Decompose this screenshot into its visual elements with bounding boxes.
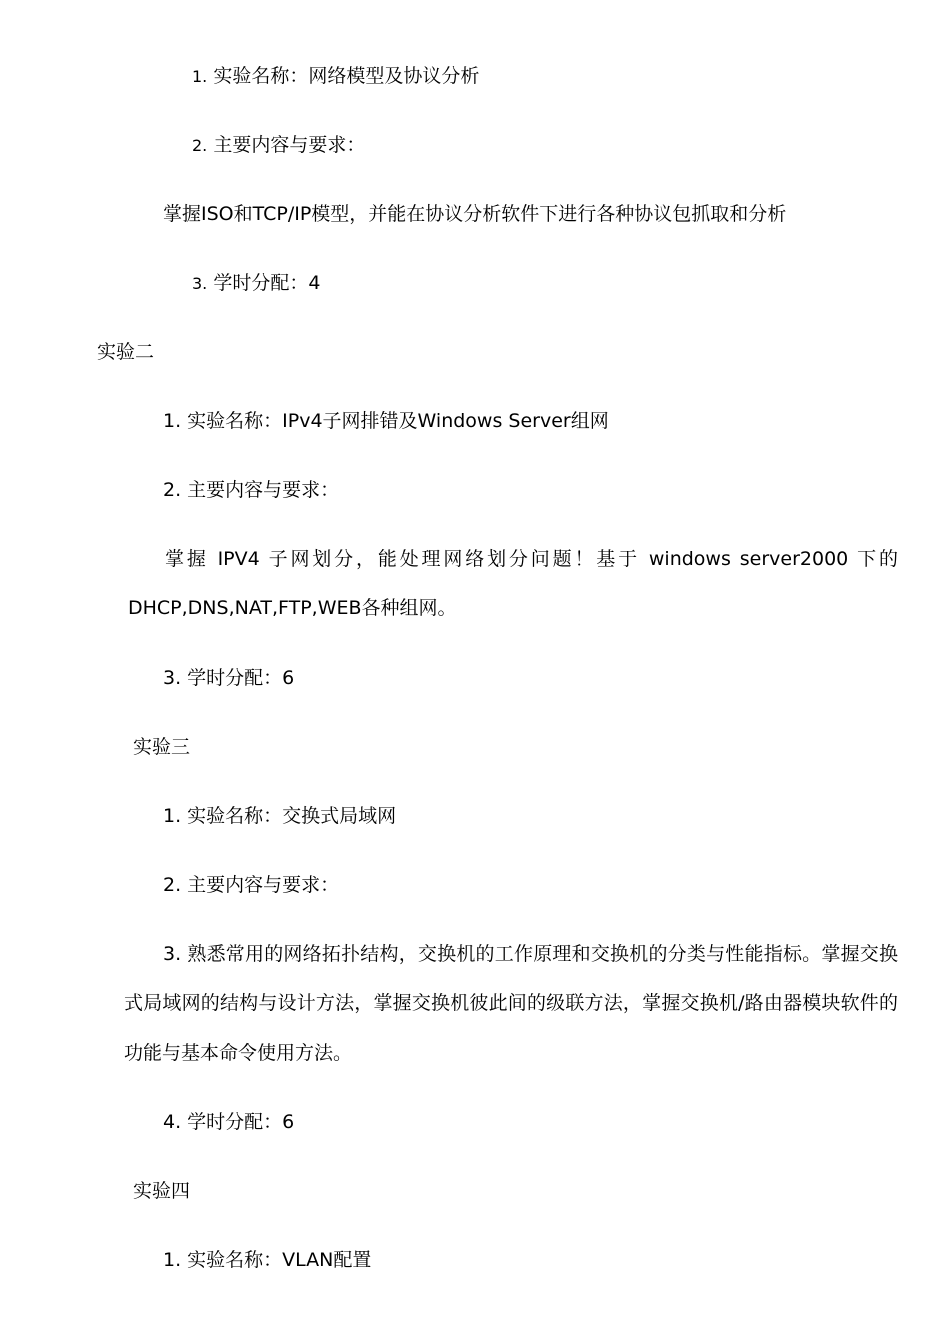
exp1-name: 实验名称：网络模型及协议分析	[213, 65, 480, 87]
exp1-content-item	[192, 133, 365, 158]
exp4-heading: 实验四	[133, 1180, 191, 1202]
exp3-content-line-1: 3. 熟悉常用的网络拓扑结构，交换机的工作原理和交换机的分类与性能指标。掌握交换	[163, 943, 898, 965]
exp4-name: 1. 实验名称：VLAN配置	[163, 1249, 372, 1271]
exp1-hours-item	[192, 271, 320, 296]
exp2-content-line-2: DHCP,DNS,NAT,FTP,WEB各种组网。	[128, 597, 457, 619]
exp2-name: 1. 实验名称：IPv4子网排错及Windows Server组网	[163, 410, 609, 432]
exp1-hours: 学时分配：4	[213, 272, 321, 294]
exp2-content-line-1: 掌握 IPV4 子网划分，能处理网络划分问题！基于 windows server2000 下的	[165, 548, 898, 570]
exp3-content-line-3: 功能与基本命令使用方法。	[124, 1042, 353, 1064]
exp3-name: 1. 实验名称：交换式局域网	[163, 805, 397, 827]
exp2-heading: 实验二	[97, 341, 155, 363]
exp1-name-item	[192, 64, 479, 89]
exp1-content-label: 主要内容与要求：	[213, 134, 366, 156]
exp2-content-label: 2. 主要内容与要求：	[163, 479, 340, 501]
exp3-content-line-2: 式局域网的结构与设计方法，掌握交换机彼此间的级联方法，掌握交换机/路由器模块软件的	[124, 992, 898, 1014]
exp3-heading: 实验三	[133, 736, 191, 758]
exp3-hours: 4. 学时分配：6	[163, 1111, 295, 1133]
exp1-hours-number: 3.	[192, 274, 208, 293]
exp1-content-number: 2.	[192, 136, 208, 155]
exp1-content-text: 掌握ISO和TCP/IP模型，并能在协议分析软件下进行各种协议包抓取和分析	[163, 203, 787, 225]
exp2-hours: 3. 学时分配：6	[163, 667, 295, 689]
exp3-content-label: 2. 主要内容与要求：	[163, 874, 340, 896]
exp1-name-number: 1.	[192, 67, 208, 86]
